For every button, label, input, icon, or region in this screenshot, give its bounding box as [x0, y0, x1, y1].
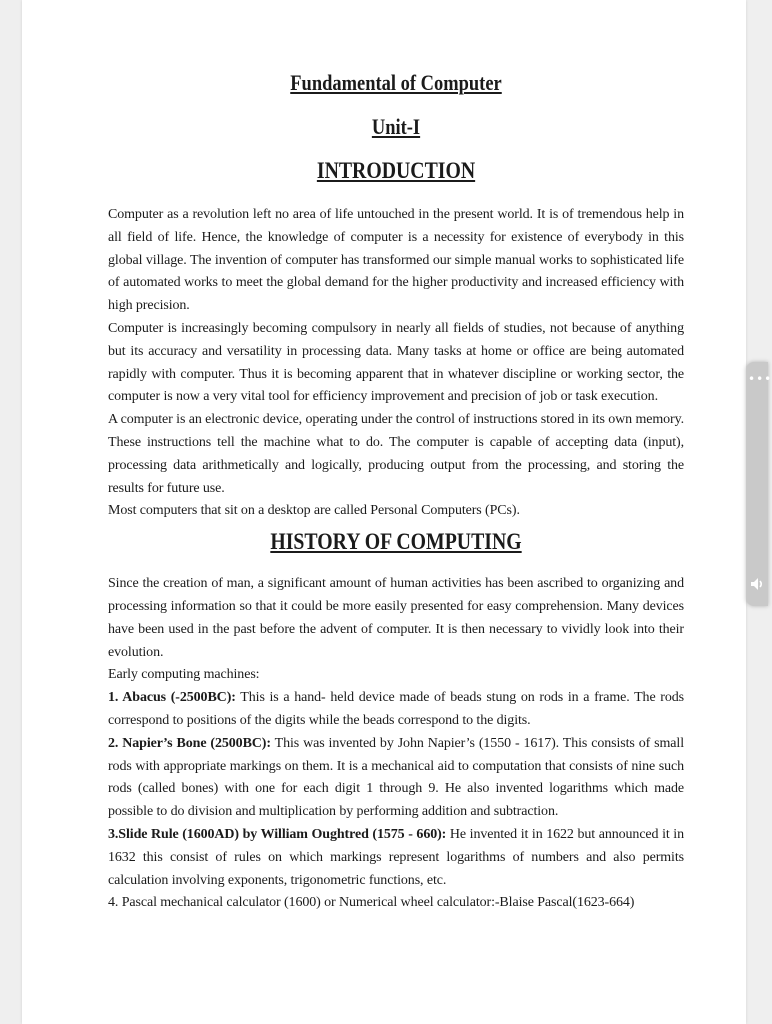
intro-paragraph-1: Computer as a revolution left no area of life untouched in the present world. It is of tremendous help in all field of life. Hence, the knowledge of computer is a necessity for existence of everybody in this global village. The invention of computer has transformed our simple manual works to sophisticated life of automated works to meet the global demand for the higher productivity and increased efficiency with high precision. [108, 207, 684, 314]
intro-paragraph-2: Computer is increasingly becoming compulsory in nearly all fields of studies, not because of anything but its accuracy and versatility in processing data. Many tasks at home or office are being automated rapidly with computer. Thus it is becoming apparent that in whatever discipline or working sector, the computer is now a very vital tool for efficiency improvement and precision of job or task execution. [108, 320, 684, 405]
early-machines-label: Early computing machines: [108, 667, 260, 683]
item-text: This was invented by John Napier’s (1550 - 1617). This consists of small rods with appropriate markings on them. It is a mechanical aid to computation that consists of nine such rods (called bones) with one for each digit 1 through 9. He also invented logarithms which made possible to do division and multiplication by performing addition and subtraction. [108, 735, 684, 820]
item-text: He invented it in 1622 but announced it in 1632 this consist of rules on which markings represent logarithms of numbers and also permits calculation involving exponents, trigonometric functions, etc. [108, 826, 684, 888]
intro-paragraph-4: Most computers that sit on a desktop are called Personal Computers (PCs). [108, 503, 520, 519]
item-title: 3.Slide Rule (1600AD) by William Oughtred (1575 - 660): [108, 826, 447, 842]
unit-heading: Unit-I [371, 114, 421, 139]
history-paragraph: Since the creation of man, a significant amount of human activities has been ascribed to organizing and processing information so that it could be more easily presented for easy comprehension. Many devices have been used in the past before the advent of computer. It is then necessary to vividly look into their evolution. [108, 576, 684, 660]
side-toolbar[interactable] [746, 362, 772, 606]
speaker-icon[interactable] [749, 576, 765, 592]
item-title: 1. Abacus (-2500BC): [108, 690, 236, 706]
item-title: 2. Napier’s Bone (2500BC): [108, 735, 271, 751]
document-title: Fundamental of Computer [290, 70, 502, 95]
list-item-abacus [108, 687, 684, 733]
item-text: This is a hand- held device made of beads stung on rods in a frame. The rods correspond to positions of the digits while the beads correspond to the digits. [108, 690, 685, 728]
more-dots-icon[interactable]: ••• [748, 372, 772, 386]
page-content [108, 68, 684, 915]
introduction-heading: INTRODUCTION [316, 158, 476, 183]
list-item-slide-rule [108, 824, 684, 892]
list-item-napiers-bone [108, 733, 684, 824]
document-page [22, 0, 746, 1024]
history-heading: HISTORY OF COMPUTING [270, 529, 522, 555]
intro-paragraph-3: A computer is an electronic device, operating under the control of instructions stored in its own memory. These instructions tell the machine what to do. The computer is capable of accepting data (input), processing data arithmetically and logically, producing output from the processing, and storing the results for future use. [108, 412, 684, 496]
list-item-pascal: 4. Pascal mechanical calculator (1600) or Numerical wheel calculator:-Blaise Pascal(1623-664) [108, 895, 635, 911]
